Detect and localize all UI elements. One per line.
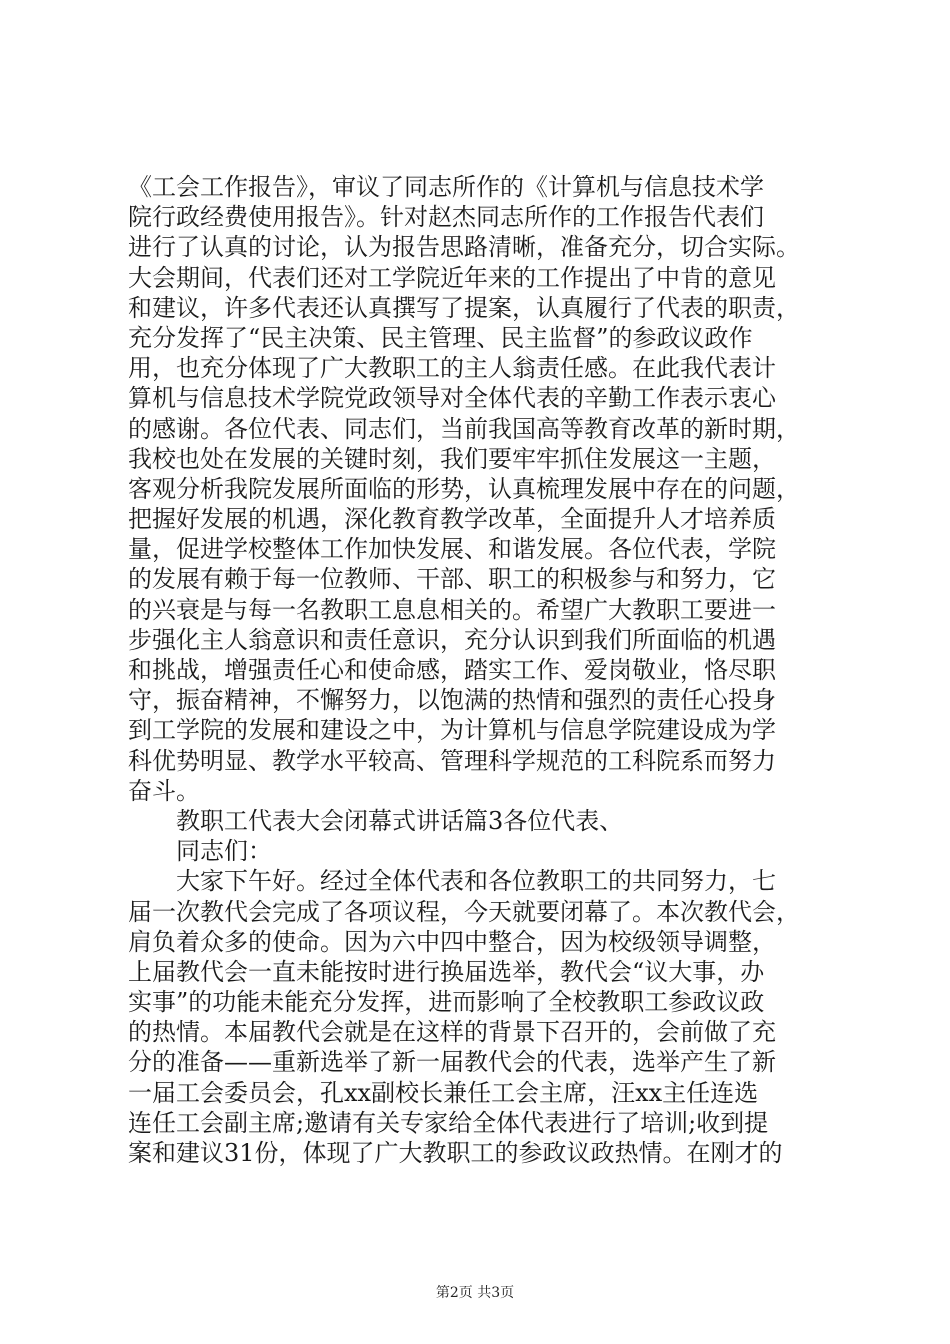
text-line: 案和建议31份，体现了广大教职工的参政议政热情。在刚才的 — [128, 1139, 783, 1167]
text-line: 到工学院的发展和建设之中，为计算机与信息学院建设成为学 — [128, 716, 776, 745]
text-line: 《工会工作报告》，审议了同志所作的《计算机与信息技术学 — [128, 173, 764, 201]
text-line: 量，促进学校整体工作加快发展、和谐发展。各位代表，学院 — [128, 535, 776, 564]
text-line: 我校也处在发展的关键时刻，我们要牢牢抓住发展这一主题， — [128, 444, 776, 473]
text-line: 科优势明显、教学水平较高、管理科学规范的工科院系而努力 — [128, 746, 776, 775]
text-line: 进行了认真的讨论，认为报告思路清晰，准备充分，切合实际。 — [128, 233, 800, 262]
text-line: 连任工会副主席;邀请有关专家给全体代表进行了培训;收到提 — [128, 1108, 769, 1137]
text-line: 肩负着众多的使命。因为六中四中整合，因为校级领导调整， — [128, 927, 776, 956]
text-line: 客观分析我院发展所面临的形势，认真梳理发展中存在的问题， — [128, 474, 800, 503]
text-line: 院行政经费使用报告》。针对赵杰同志所作的工作报告代表们 — [128, 203, 764, 232]
text-line: 算机与信息技术学院党政领导对全体代表的辛勤工作表示衷心 — [128, 384, 776, 413]
text-line: 大会期间，代表们还对工学院近年来的工作提出了中肯的意见 — [128, 263, 776, 292]
section-heading: 教职工代表大会闭幕式讲话篇3各位代表、 — [176, 806, 624, 835]
text-line: 的发展有赖于每一位教师、干部、职工的积极参与和努力，它 — [128, 565, 776, 594]
text-line: 的热情。本届教代会就是在这样的背景下召开的，会前做了充 — [128, 1018, 776, 1047]
text-line: 届一次教代会完成了各项议程，今天就要闭幕了。本次教代会， — [128, 897, 800, 926]
text-line: 上届教代会一直未能按时进行换届选举，教代会“议大事，办 — [128, 957, 765, 986]
text-line: 用，也充分体现了广大教职工的主人翁责任感。在此我代表计 — [128, 354, 776, 383]
text-line: 守，振奋精神，不懈努力，以饱满的热情和强烈的责任心投身 — [128, 686, 776, 715]
text-line: 步强化主人翁意识和责任意识，充分认识到我们所面临的机遇 — [128, 625, 776, 654]
text-line: 和挑战，增强责任心和使命感，踏实工作、爱岗敬业，恪尽职 — [128, 656, 776, 684]
text-line: 奋斗。 — [128, 776, 200, 805]
text-line: 充分发挥了“民主决策、民主管理、民主监督”的参政议政作 — [128, 323, 753, 352]
text-line: 的兴衰是与每一名教职工息息相关的。希望广大教职工要进一 — [128, 595, 776, 624]
text-line: 和建议，许多代表还认真撰写了提案，认真履行了代表的职责， — [128, 293, 800, 322]
text-line: 一届工会委员会，孔xx副校长兼任工会主席，汪xx主任连选 — [128, 1078, 759, 1107]
page-number-footer: 第2页 共3页 — [435, 1285, 515, 1301]
text-line: 实事”的功能未能充分发挥，进而影响了全校教职工参政议政 — [128, 988, 765, 1017]
salutation: 同志们： — [176, 837, 272, 866]
text-line: 的感谢。各位代表、同志们，当前我国高等教育改革的新时期， — [128, 414, 800, 443]
text-line: 大家下午好。经过全体代表和各位教职工的共同努力，七 — [176, 867, 776, 896]
text-line: 把握好发展的机遇，深化教育教学改革，全面提升人才培养质 — [128, 505, 776, 534]
text-line: 分的准备——重新选举了新一届教代会的代表，选举产生了新 — [128, 1048, 776, 1077]
body-text — [128, 172, 838, 1168]
